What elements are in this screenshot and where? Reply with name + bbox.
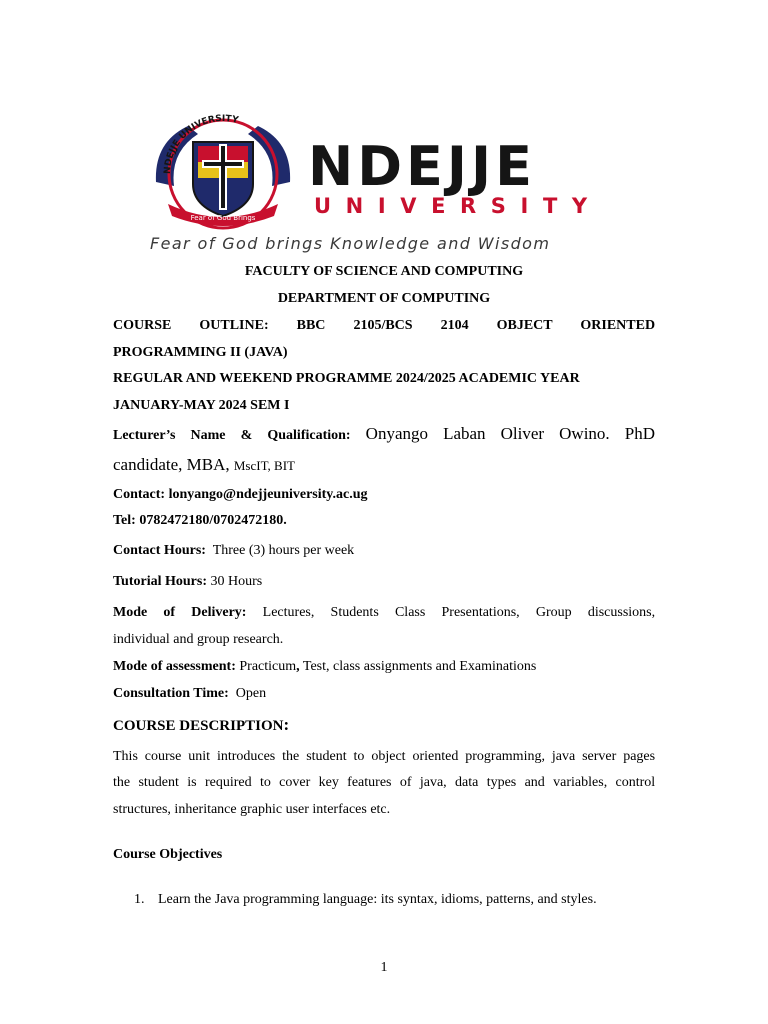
description-line2: the student is required to cover key features of java, data types and variables, control	[113, 775, 656, 790]
page-number: 1	[380, 960, 388, 975]
lecturer-line2: candidate, MBA, MscIT, BIT	[113, 455, 295, 474]
motto: Fear of God brings Knowledge and Wisdom	[150, 234, 551, 253]
course-objectives-heading: Course Objectives	[113, 847, 223, 862]
university-logo	[148, 112, 616, 260]
lecturer-line1: Lecturer’s Name & Qualification: Onyango Laban Oliver Owino. PhD	[113, 424, 655, 443]
course-outline-line2: PROGRAMMING II (JAVA)	[113, 345, 288, 360]
list-item	[134, 891, 654, 909]
programme-line: REGULAR AND WEEKEND PROGRAMME 2024/2025 ACADEMIC YEAR	[113, 371, 580, 386]
semester-line: JANUARY-MAY 2024 SEM I	[113, 398, 290, 413]
course-outline-line1: COURSE OUTLINE: BBC 2105/BCS 2104 OBJECT ORIENTED	[113, 318, 656, 333]
contact-email: Contact: lonyango@ndejjeuniversity.ac.ug	[113, 487, 368, 502]
department-heading: DEPARTMENT OF COMPUTING	[277, 291, 491, 306]
delivery-line2: individual and group research.	[113, 632, 284, 647]
list-item-text: Learn the Java programming language: its syntax, idioms, patterns, and styles.	[158, 892, 597, 907]
crest-icon	[148, 112, 298, 232]
contact-hours: Contact Hours: Three (3) hours per week	[113, 543, 355, 558]
brand-name: NDEJJE	[308, 135, 536, 198]
delivery-line1: Mode of Delivery: Lectures, Students Class Presentations, Group discussions,	[113, 605, 656, 620]
assessment: Mode of assessment: Practicum, Test, class assignments and Examinations	[113, 659, 537, 674]
description-line1: This course unit introduces the student to object oriented programming, java server pages	[113, 749, 656, 764]
description-line3: structures, inheritance graphic user interfaces etc.	[113, 802, 391, 817]
svg-text:Fear of God Brings: Fear of God Brings	[190, 214, 256, 222]
faculty-heading: FACULTY OF SCIENCE AND COMPUTING	[244, 264, 524, 279]
brand-subtitle: UNIVERSITY	[314, 194, 602, 218]
course-description-heading: COURSE DESCRIPTION:	[113, 715, 290, 734]
tutorial-hours: Tutorial Hours: 30 Hours	[113, 574, 263, 589]
list-item-number: 1.	[134, 892, 145, 907]
svg-text:NDEJJE UNIVERSITY: NDEJJE UNIVERSITY	[162, 113, 240, 175]
consultation-time: Consultation Time: Open	[113, 686, 267, 701]
telephone: Tel: 0782472180/0702472180.	[113, 513, 287, 528]
